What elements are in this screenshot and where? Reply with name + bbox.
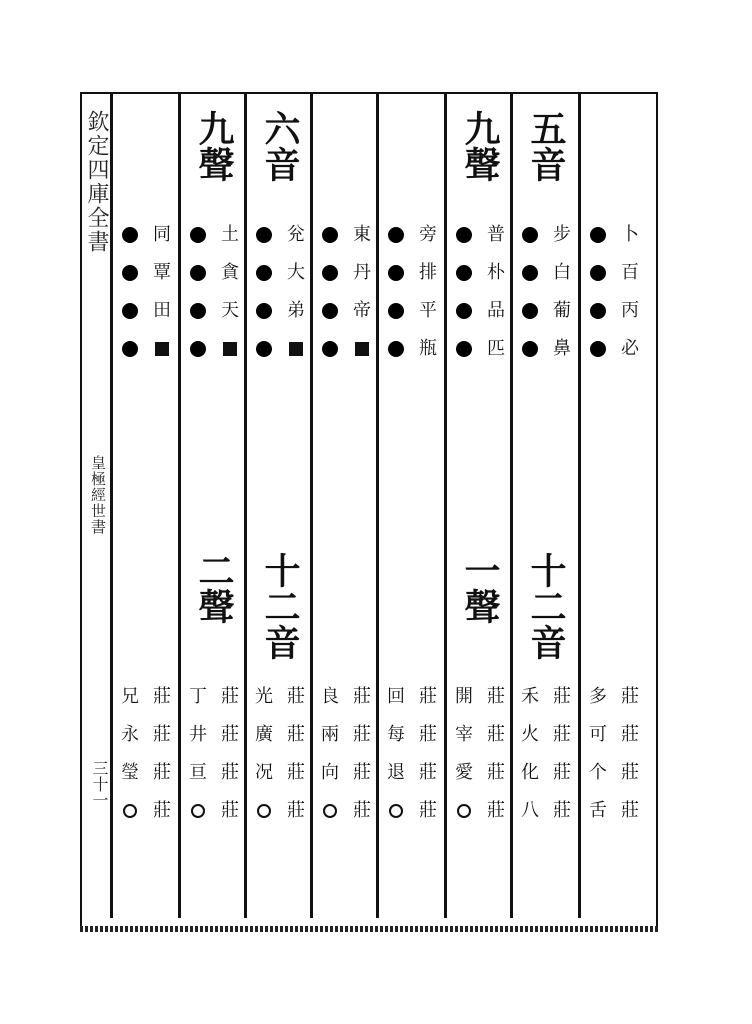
char: 莊	[621, 686, 639, 707]
lower-grid	[514, 678, 578, 830]
char-cell	[380, 678, 412, 830]
margin-page-number: 三十一	[90, 760, 109, 808]
char: 禾	[521, 686, 539, 707]
char: 莊	[487, 762, 505, 783]
char: 兩	[321, 724, 339, 745]
char: 莊	[353, 762, 371, 783]
char-cell	[280, 678, 312, 830]
char: 莊	[221, 686, 239, 707]
char: 莊	[419, 762, 437, 783]
empty-circle-mark	[257, 804, 271, 818]
lower-grid	[380, 678, 444, 830]
char-cell	[346, 678, 378, 830]
table-column	[582, 100, 646, 920]
upper-grid	[114, 216, 178, 368]
char: 大	[287, 262, 305, 283]
char: 莊	[419, 686, 437, 707]
char: 鼻	[553, 338, 571, 359]
filled-circle-mark	[122, 265, 138, 281]
filled-circle-mark	[456, 303, 472, 319]
mark-cell	[314, 216, 346, 368]
mark-cell	[114, 216, 146, 368]
char: 東	[353, 224, 371, 245]
char: 莊	[621, 762, 639, 783]
char: 丹	[353, 262, 371, 283]
lower-grid	[582, 678, 646, 830]
char: 莊	[553, 800, 571, 821]
margin-book-title: 欽定四庫全書	[84, 110, 109, 254]
char: 莊	[153, 762, 171, 783]
char: 每	[387, 724, 405, 745]
filled-circle-mark	[590, 227, 606, 243]
char: 莊	[287, 800, 305, 821]
char-cell	[280, 216, 312, 368]
lower-heading: 十二音	[259, 552, 301, 660]
char: 弟	[287, 300, 305, 321]
char: 莊	[221, 762, 239, 783]
filled-circle-mark	[388, 227, 404, 243]
filled-circle-mark	[590, 303, 606, 319]
lower-heading: 十二音	[525, 552, 567, 660]
filled-circle-mark	[522, 303, 538, 319]
char: 瑩	[121, 762, 139, 783]
char-cell	[412, 216, 444, 368]
filled-circle-mark	[322, 303, 338, 319]
lower-grid	[448, 678, 512, 830]
filled-circle-mark	[122, 341, 138, 357]
filled-circle-mark	[456, 227, 472, 243]
char-cell	[214, 216, 246, 368]
filled-square-mark	[223, 342, 237, 356]
column-rule	[578, 94, 581, 918]
char: 莊	[419, 724, 437, 745]
char: 普	[487, 224, 505, 245]
char: 良	[321, 686, 339, 707]
filled-circle-mark	[190, 341, 206, 357]
char: 廣	[255, 724, 273, 745]
char: 步	[553, 224, 571, 245]
char: 瓶	[419, 338, 437, 359]
filled-circle-mark	[190, 227, 206, 243]
char: 帝	[353, 300, 371, 321]
bottom-rule	[80, 926, 658, 932]
filled-square-mark	[355, 342, 369, 356]
filled-square-mark	[155, 342, 169, 356]
char: 莊	[153, 724, 171, 745]
char-cell	[546, 678, 578, 830]
lower-grid	[248, 678, 312, 830]
char: 莊	[221, 724, 239, 745]
char: 朴	[487, 262, 505, 283]
table-column	[182, 100, 246, 920]
mark-cell	[380, 216, 412, 368]
char-cell	[346, 216, 378, 368]
char: 八	[521, 800, 539, 821]
column-heading: 九聲	[193, 110, 235, 182]
char: 莊	[487, 724, 505, 745]
filled-circle-mark	[388, 265, 404, 281]
char-cell	[146, 216, 178, 368]
filled-circle-mark	[456, 341, 472, 357]
char-cell	[582, 678, 614, 830]
char: 回	[387, 686, 405, 707]
char: 况	[255, 762, 273, 783]
char: 百	[621, 262, 639, 283]
table-column	[248, 100, 312, 920]
filled-circle-mark	[590, 265, 606, 281]
upper-grid	[582, 216, 646, 368]
char: 葡	[553, 300, 571, 321]
char: 可	[589, 724, 607, 745]
char: 化	[521, 762, 539, 783]
empty-circle-mark	[457, 804, 471, 818]
char: 田	[153, 300, 171, 321]
char: 愛	[455, 762, 473, 783]
upper-grid	[248, 216, 312, 368]
char: 舌	[589, 800, 607, 821]
filled-square-mark	[289, 342, 303, 356]
char: 火	[521, 724, 539, 745]
mark-cell	[448, 216, 480, 368]
char: 開	[455, 686, 473, 707]
char: 兄	[121, 686, 139, 707]
char: 貪	[221, 262, 239, 283]
char: 莊	[419, 800, 437, 821]
upper-grid	[514, 216, 578, 368]
filled-circle-mark	[256, 227, 272, 243]
empty-circle-mark	[123, 804, 137, 818]
table-column	[314, 100, 378, 920]
lower-heading: 二聲	[193, 552, 235, 624]
upper-grid	[380, 216, 444, 368]
upper-grid	[314, 216, 378, 368]
char: 莊	[287, 762, 305, 783]
char-cell	[614, 216, 646, 368]
filled-circle-mark	[388, 303, 404, 319]
char: 莊	[353, 800, 371, 821]
char-cell	[412, 678, 444, 830]
char-cell	[114, 678, 146, 830]
char: 个	[589, 762, 607, 783]
char: 排	[419, 262, 437, 283]
filled-circle-mark	[522, 227, 538, 243]
char: 兊	[287, 224, 305, 245]
char: 丁	[189, 686, 207, 707]
filled-circle-mark	[190, 303, 206, 319]
filled-circle-mark	[122, 227, 138, 243]
char: 匹	[487, 338, 505, 359]
char-cell	[480, 216, 512, 368]
filled-circle-mark	[122, 303, 138, 319]
filled-circle-mark	[322, 227, 338, 243]
char: 莊	[221, 800, 239, 821]
char: 莊	[287, 724, 305, 745]
lower-grid	[314, 678, 378, 830]
mark-cell	[248, 216, 280, 368]
char: 莊	[353, 724, 371, 745]
lower-grid	[182, 678, 246, 830]
mark-cell	[514, 216, 546, 368]
char: 莊	[153, 686, 171, 707]
char: 莊	[553, 724, 571, 745]
margin-subtitle: 皇極經世書	[89, 455, 107, 535]
char-cell	[480, 678, 512, 830]
upper-grid	[182, 216, 246, 368]
empty-circle-mark	[389, 804, 403, 818]
char: 平	[419, 300, 437, 321]
char-cell	[248, 678, 280, 830]
char-cell	[214, 678, 246, 830]
column-rule	[178, 94, 181, 918]
char: 向	[321, 762, 339, 783]
filled-circle-mark	[590, 341, 606, 357]
char: 井	[189, 724, 207, 745]
char-cell	[182, 678, 214, 830]
empty-circle-mark	[191, 804, 205, 818]
lower-heading: 一聲	[459, 552, 501, 624]
char: 莊	[487, 800, 505, 821]
char: 亘	[189, 762, 207, 783]
char: 白	[553, 262, 571, 283]
char: 覃	[153, 262, 171, 283]
char: 永	[121, 724, 139, 745]
filled-circle-mark	[522, 265, 538, 281]
filled-circle-mark	[522, 341, 538, 357]
char: 莊	[353, 686, 371, 707]
char: 丙	[621, 300, 639, 321]
char: 退	[387, 762, 405, 783]
char: 旁	[419, 224, 437, 245]
upper-grid	[448, 216, 512, 368]
char-cell	[514, 678, 546, 830]
table-column	[114, 100, 178, 920]
column-heading: 五音	[525, 110, 567, 182]
filled-circle-mark	[256, 303, 272, 319]
mark-cell	[182, 216, 214, 368]
mark-cell	[582, 216, 614, 368]
char: 品	[487, 300, 505, 321]
char: 宰	[455, 724, 473, 745]
filled-circle-mark	[322, 341, 338, 357]
char: 多	[589, 686, 607, 707]
filled-circle-mark	[256, 265, 272, 281]
char: 土	[221, 224, 239, 245]
table-column	[380, 100, 444, 920]
filled-circle-mark	[256, 341, 272, 357]
char: 莊	[553, 762, 571, 783]
char: 天	[221, 300, 239, 321]
column-heading: 九聲	[459, 110, 501, 182]
char: 同	[153, 224, 171, 245]
char-cell	[614, 678, 646, 830]
char: 莊	[287, 686, 305, 707]
filled-circle-mark	[190, 265, 206, 281]
char-cell	[448, 678, 480, 830]
char: 莊	[621, 724, 639, 745]
char: 莊	[621, 800, 639, 821]
char: 光	[255, 686, 273, 707]
char: 莊	[553, 686, 571, 707]
char-cell	[146, 678, 178, 830]
char-cell	[546, 216, 578, 368]
table-column	[448, 100, 512, 920]
table-column	[514, 100, 578, 920]
filled-circle-mark	[456, 265, 472, 281]
filled-circle-mark	[322, 265, 338, 281]
column-heading: 六音	[259, 110, 301, 182]
filled-circle-mark	[388, 341, 404, 357]
empty-circle-mark	[323, 804, 337, 818]
lower-grid	[114, 678, 178, 830]
char: 莊	[153, 800, 171, 821]
char: 莊	[487, 686, 505, 707]
char: 必	[621, 338, 639, 359]
char: 卜	[621, 224, 639, 245]
char-cell	[314, 678, 346, 830]
column-rule	[444, 94, 447, 918]
